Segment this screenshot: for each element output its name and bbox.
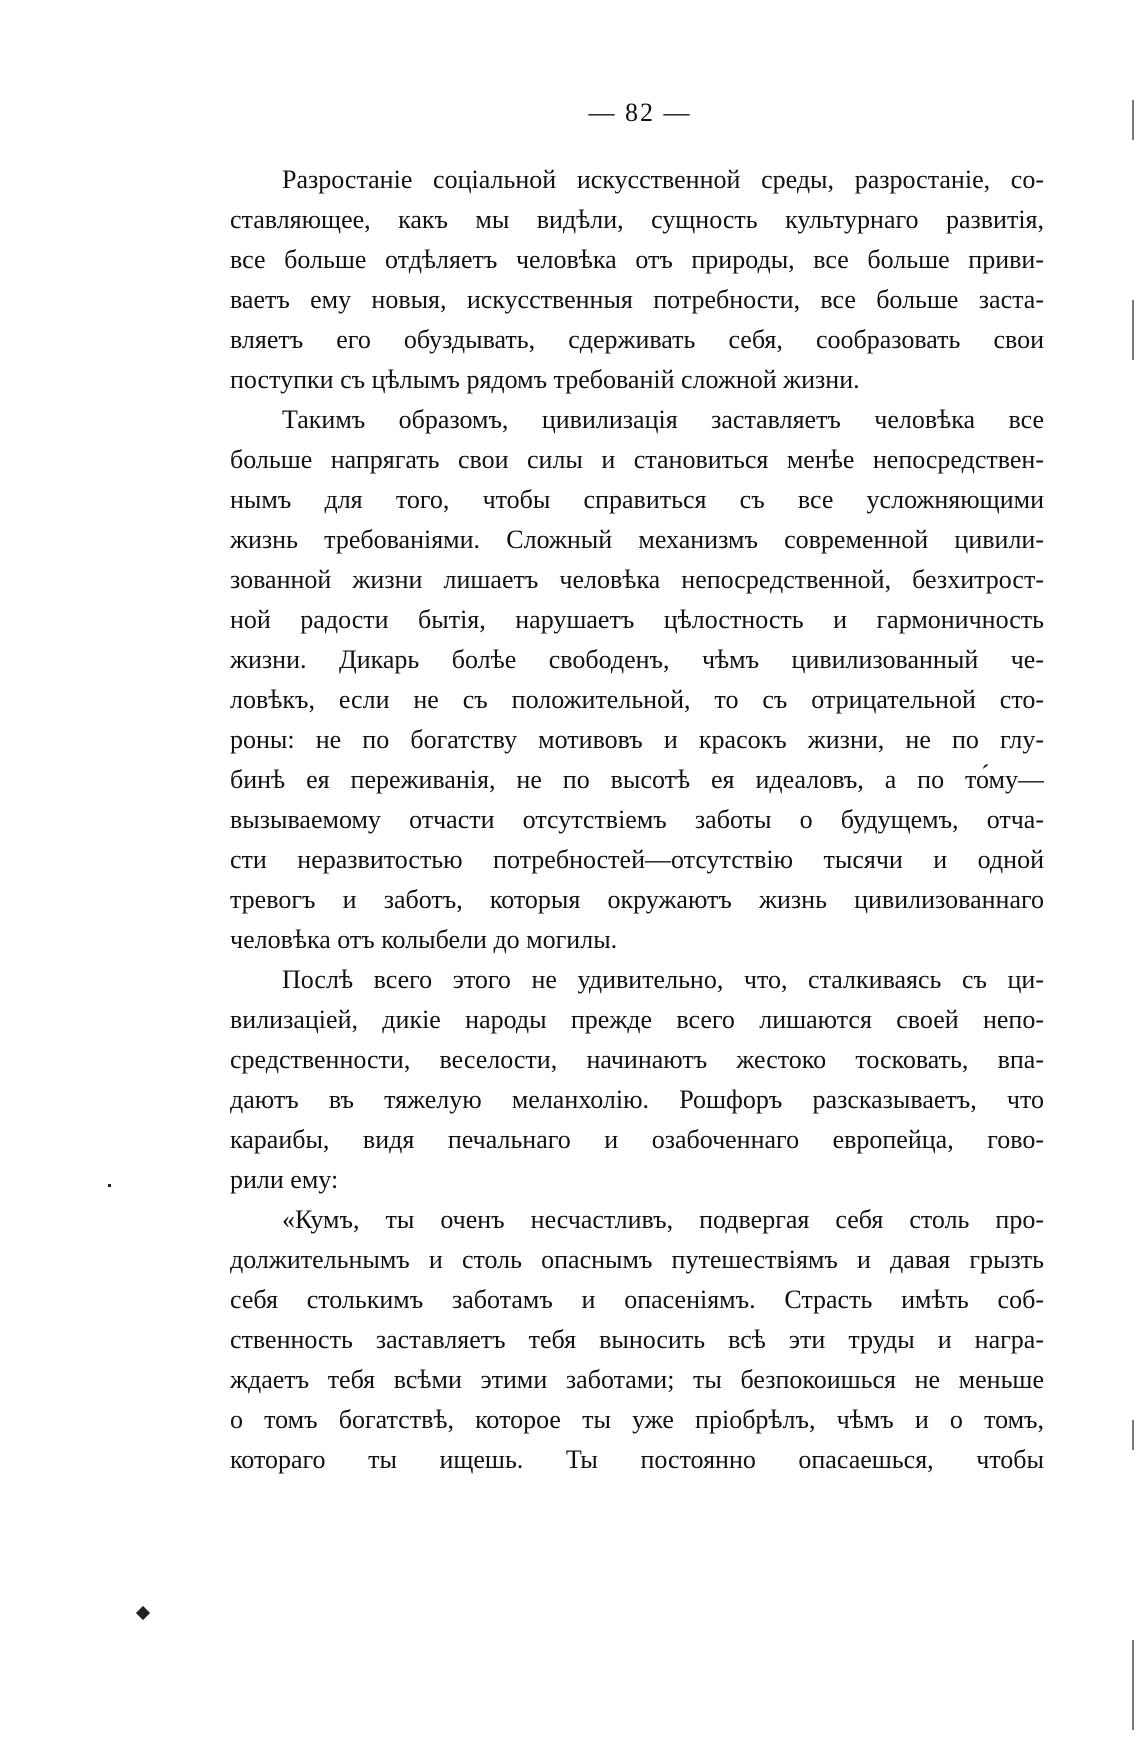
paragraph-3 xyxy=(230,960,1044,1200)
text-line: сти неразвитостью потребностей—отсутствію тысячи и одной xyxy=(230,845,1044,874)
scan-speck xyxy=(108,1184,111,1187)
text-line: жизни. Дикарь болѣе свободенъ, чѣмъ цивилизованный че- xyxy=(230,645,1044,674)
text-line: котораго ты ищешь. Ты постоянно опасаешься, чтобы xyxy=(230,1445,1044,1474)
text-line: ной радости бытія, нарушаетъ цѣлостность и гармоничность xyxy=(230,605,1044,634)
text-line: роны: не по богатству мотивовъ и красокъ жизни, не по глу- xyxy=(230,725,1044,754)
scan-speck xyxy=(136,1606,150,1620)
text-line: Разростаніе соціальной искусственной среды, разростаніе, со- xyxy=(282,165,1044,194)
paragraph-4-quote xyxy=(230,1200,1044,1480)
text-line: вилизаціей, дикіе народы прежде всего лишаются своей непо- xyxy=(230,1005,1044,1034)
text-line: ловѣкъ, если не съ положительной, то съ отрицательной сто- xyxy=(230,685,1044,714)
text-line: даютъ въ тяжелую меланхолію. Рошфоръ разсказываетъ, что xyxy=(230,1085,1044,1114)
text-line: вляетъ его обуздывать, сдерживать себя, сообразовать свои xyxy=(230,325,1044,354)
text-line: Такимъ образомъ, цивилизація заставляетъ человѣка все xyxy=(282,405,1044,434)
text-line: ственность заставляетъ тебя выносить всѣ эти труды и награ- xyxy=(230,1325,1044,1354)
text-line: вызываемому отчасти отсутствіемъ заботы о будущемъ, отча- xyxy=(230,805,1044,834)
text-line: человѣка отъ колыбели до могилы. xyxy=(230,925,618,954)
text-line: нымъ для того, чтобы справиться съ все усложняющими xyxy=(230,485,1044,514)
text-line: должительнымъ и столь опаснымъ путешествіямъ и давая грызть xyxy=(230,1245,1044,1274)
paragraph-1 xyxy=(230,160,1044,400)
text-line: поступки съ цѣлымъ рядомъ требованій сложной жизни. xyxy=(230,365,860,394)
page-number: — 82 — xyxy=(588,98,692,127)
text-line: ждаетъ тебя всѣми этими заботами; ты безпокоишься не меньше xyxy=(230,1365,1044,1394)
text-line: «Кумъ, ты оченъ несчастливъ, подвергая себя столь про- xyxy=(282,1205,1044,1234)
text-line: больше напрягать свои силы и становиться менѣе непосредствен- xyxy=(230,445,1044,474)
text-line: о томъ богатствѣ, которое ты уже пріобрѣлъ, чѣмъ и о томъ, xyxy=(230,1405,1044,1434)
page-edge-rule xyxy=(1132,300,1134,360)
body-text xyxy=(230,160,1044,1480)
text-line: все больше отдѣляетъ человѣка отъ природы, все больше приви- xyxy=(230,245,1044,274)
text-line: бинѣ ея переживанія, не по высотѣ ея идеаловъ, а по то́му— xyxy=(230,765,1044,794)
paragraph-2 xyxy=(230,400,1044,960)
text-line: караибы, видя печальнаго и озабоченнаго европейца, гово- xyxy=(230,1125,1044,1154)
text-line: ставляющее, какъ мы видѣли, сущность культурнаго развитія, xyxy=(230,205,1044,234)
text-line: тревогъ и заботъ, которыя окружаютъ жизнь цивилизованнаго xyxy=(230,885,1044,914)
text-line: жизнь требованіями. Сложный механизмъ современной цивили- xyxy=(230,525,1044,554)
text-line: зованной жизни лишаетъ человѣка непосредственной, безхитрост- xyxy=(230,565,1044,594)
page-edge-rule xyxy=(1132,100,1134,140)
text-line: средственности, веселости, начинаютъ жестоко тосковать, впа- xyxy=(230,1045,1044,1074)
page-edge-rule xyxy=(1132,1420,1134,1450)
text-line: ваетъ ему новыя, искусственныя потребности, все больше заста- xyxy=(230,285,1044,314)
text-line: себя столькимъ заботамъ и опасеніямъ. Страсть имѣть соб- xyxy=(230,1285,1044,1314)
page-edge-rule xyxy=(1132,1640,1134,1730)
text-line: рили ему: xyxy=(230,1165,339,1194)
text-line: Послѣ всего этого не удивительно, что, сталкиваясь съ ци- xyxy=(282,965,1044,994)
